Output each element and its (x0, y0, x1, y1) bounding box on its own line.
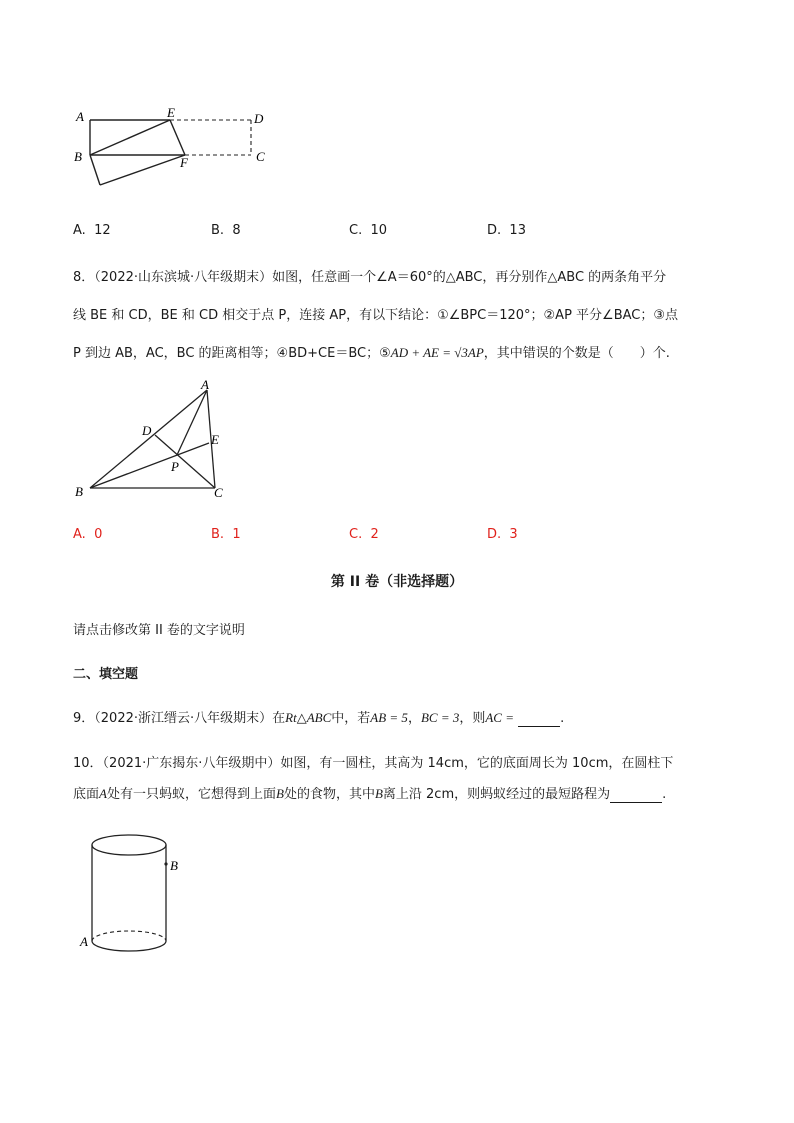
q7-figure (70, 105, 280, 195)
q9-end: . (560, 711, 565, 726)
q8-label-B: B (75, 484, 83, 499)
q9-bc: BC = 3 (420, 710, 460, 725)
q10-label-B: B (170, 858, 178, 873)
q8-text-1: 如图，任意画一个∠A＝60°的△ABC，再分别作△ABC 的两条角平分 (272, 270, 667, 285)
q8-label-A: A (201, 380, 209, 392)
q9-text-a: 在 (272, 711, 286, 726)
q8-label-C: C (214, 485, 223, 500)
q7-label-B: B (74, 149, 82, 164)
q10-end: . (662, 787, 667, 802)
q7-option-d[interactable]: D. 13 (487, 223, 526, 238)
q9-source: （2022·浙江缙云·八年级期末） (94, 711, 273, 726)
q10-text-2c: 处的食物，其中 (283, 787, 375, 802)
q8-label-E: E (211, 432, 219, 447)
q7-label-D: D (254, 111, 264, 126)
q8-line-3 (73, 342, 670, 361)
q8-option-b[interactable]: B. 1 (211, 527, 241, 542)
q8-label-P: P (171, 459, 179, 474)
q10-text-2a: 底面 (73, 787, 100, 802)
q7-option-c[interactable]: C. 10 (349, 223, 388, 238)
q7-label-F: F (180, 155, 188, 170)
q10-line-1 (73, 752, 673, 771)
q8-label-D: D (142, 423, 152, 438)
q7-option-b[interactable]: B. 8 (211, 223, 241, 238)
q9-rt: Rt△ABC (285, 710, 332, 725)
q8-text-3b: ，其中错误的个数是（ ）个. (483, 346, 670, 361)
q8-line-1 (73, 266, 666, 285)
q10-point-b-2: B (374, 786, 383, 801)
q8-option-a[interactable]: A. 0 (73, 527, 103, 542)
q10-line-2 (73, 783, 666, 803)
q8-option-d[interactable]: D. 3 (487, 527, 518, 542)
section-2-title: 第 II 卷（非选择题） (330, 574, 464, 590)
q9-answer-blank[interactable] (518, 711, 560, 727)
q10-figure (72, 828, 192, 958)
q9-text-b: 中，若 (331, 711, 371, 726)
q7-label-A: A (76, 109, 84, 124)
q8-figure (70, 380, 245, 505)
q10-number: 10． (73, 756, 103, 771)
q8-source: （2022·山东滨城·八年级期末） (94, 270, 273, 285)
q10-text-2d: 离上沿 2cm，则蚂蚁经过的最短路程为 (382, 787, 611, 802)
q9-line (73, 707, 564, 727)
q8-line-2: 线 BE 和 CD，BE 和 CD 相交于点 P，连接 AP，有以下结论：①∠BPC＝120°；②AP 平分∠BAC；③点 (73, 308, 679, 323)
q9-text-c: ，则 (459, 711, 486, 726)
q9-ac: AC = (485, 710, 514, 725)
q9-number: 9． (73, 711, 95, 726)
q8-text-3a: P 到边 AB，AC，BC 的距离相等；④BD+CE＝BC；⑤ (73, 346, 391, 361)
q9-ab: AB = 5 (370, 710, 408, 725)
q7-label-E: E (167, 105, 175, 120)
q10-answer-blank[interactable] (610, 787, 662, 803)
q8-formula: AD + AE = √3AP (390, 345, 484, 360)
q10-source: （2021·广东揭东·八年级期中） (102, 756, 281, 771)
q10-label-A: A (80, 934, 88, 949)
q8-number: 8． (73, 270, 95, 285)
q10-point-b: B (275, 786, 284, 801)
q8-option-c[interactable]: C. 2 (349, 527, 379, 542)
q7-label-C: C (256, 149, 265, 164)
q10-point-a: A (99, 786, 107, 801)
q10-text-2b: 处有一只蚂蚁，它想得到上面 (106, 787, 276, 802)
q7-option-a[interactable]: A. 12 (73, 223, 111, 238)
section-2-note[interactable]: 请点击修改第 II 卷的文字说明 (73, 623, 245, 638)
fill-in-heading: 二、填空题 (73, 667, 139, 682)
q10-text-1: 如图，有一圆柱，其高为 14cm，它的底面周长为 10cm，在圆柱下 (280, 756, 674, 771)
q9-sep: ， (407, 711, 421, 726)
